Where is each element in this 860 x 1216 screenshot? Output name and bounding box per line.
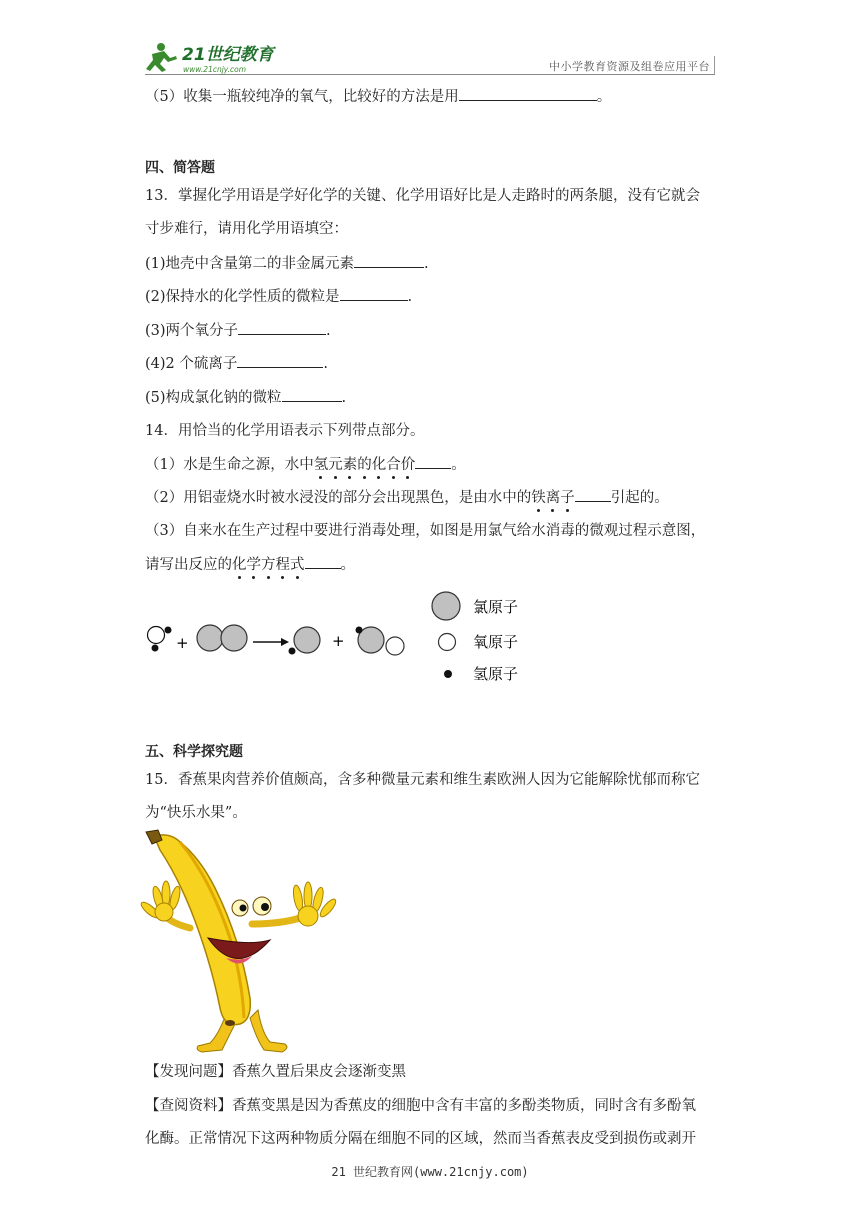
q14-p3-end: 。 [340, 557, 355, 573]
answer-blank[interactable] [238, 320, 326, 335]
emphasis-char: 化 [232, 557, 247, 573]
q15-reference-2: 化酶。正常情况下这两种物质分隔在细胞不同的区域，然而当香蕉表皮受到损伤或剥开 [145, 1131, 696, 1147]
q13-stem-2: 寸步难行，请用化学用语填空： [145, 221, 348, 237]
q15-find-problem: 【发现问题】香蕉久置后果皮会逐渐变黑 [145, 1064, 406, 1080]
plus-sign: + [332, 632, 345, 650]
emphasis-char: 元 [328, 457, 343, 473]
legend-hydrogen: 氢原子 [473, 665, 519, 683]
answer-blank[interactable] [575, 487, 611, 502]
q14-part-2 [145, 487, 669, 508]
emphasis-char: 的 [357, 457, 372, 473]
svg-text:21世纪教育: 21世纪教育 [182, 45, 274, 65]
period: . [407, 289, 413, 305]
site-logo [142, 38, 282, 78]
legend-oxygen: 氧原子 [473, 633, 519, 651]
period: . [424, 256, 429, 272]
emphasis-char: 素 [342, 457, 358, 473]
answer-blank[interactable] [305, 554, 341, 569]
page-footer: 21 世纪教育网(www.21cnjy.com) [331, 1165, 529, 1179]
q14-p1-text: （1）水是生命之源，水中 [145, 457, 314, 473]
q13-item-5 [145, 387, 346, 408]
q14-p3-dotted [232, 557, 305, 573]
emphasis-char: 式 [290, 557, 305, 573]
chlorine-molecule [197, 625, 247, 651]
q14-p3-text: 请写出反应的 [145, 557, 232, 573]
platform-name: 中小学教育资源及组卷应用平台 [549, 60, 710, 73]
hcl-molecule [289, 627, 321, 655]
emphasis-char: 氢 [313, 457, 329, 473]
q14-stem: 14．用恰当的化学用语表示下列带点部分。 [145, 423, 425, 439]
answer-blank[interactable] [415, 454, 451, 469]
emphasis-char: 价 [400, 457, 416, 473]
section-4-title: 四、简答题 [145, 160, 215, 176]
q14-p2-end: 引起的。 [610, 490, 669, 506]
emphasis-char: 铁 [531, 490, 546, 506]
q13-item-4 [145, 353, 328, 374]
reaction-arrow [253, 638, 289, 646]
q12-5-end: 。 [596, 89, 612, 105]
q13-item-2 [145, 286, 412, 307]
q14-p1-dotted [314, 457, 416, 473]
q12-5-text: （5）收集一瓶较纯净的氧气，比较好的方法是用 [145, 89, 459, 105]
hclo-molecule [356, 627, 405, 656]
svg-text:www.21cnjy.com: www.21cnjy.com [183, 65, 247, 74]
banana-cartoon-image [140, 828, 350, 1060]
answer-blank[interactable] [282, 387, 342, 402]
emphasis-char: 学 [246, 557, 261, 573]
reaction-diagram [140, 585, 540, 695]
emphasis-char: 化 [371, 457, 387, 473]
oxygen-atom-swatch [439, 634, 456, 651]
chlorine-atom-swatch [432, 592, 460, 620]
diagram-legend [432, 592, 518, 683]
page-header [0, 0, 860, 80]
q13-item-3-text: (3)两个氧分子 [145, 323, 239, 339]
period: . [341, 390, 347, 406]
q12-5-line [145, 86, 611, 107]
q14-part-3-line-2 [145, 554, 355, 575]
legend-chlorine: 氯原子 [473, 598, 519, 616]
q15-stem-1: 15．香蕉果肉营养价值颇高，含多种微量元素和维生素欧洲人因为它能解除忧郁而称它 [145, 772, 700, 788]
q13-item-5-text: (5)构成氯化钠的微粒 [145, 390, 282, 406]
q15-stem-2: 为“快乐水果”。 [145, 805, 247, 821]
q13-item-1 [145, 253, 429, 274]
header-rule [145, 74, 715, 75]
emphasis-char: 合 [386, 457, 401, 473]
answer-blank[interactable] [354, 253, 424, 268]
period: . [326, 323, 331, 339]
q14-part-1 [145, 454, 466, 475]
q13-item-1-text: (1)地壳中含量第二的非金属元素 [145, 256, 355, 272]
q14-p2-dotted [531, 490, 575, 506]
q13-stem-1: 13．掌握化学用语是学好化学的关键、化学用语好比是人走路时的两条腿，没有它就会 [145, 188, 700, 204]
q14-p2-text: （2）用铝壶烧水时被水浸没的部分会出现黑色，是由水中的 [145, 490, 532, 506]
q14-p1-end: 。 [451, 457, 466, 473]
q13-item-4-text: (4)2 个硫离子 [145, 356, 238, 372]
hydrogen-atom-swatch [444, 670, 452, 678]
answer-blank[interactable] [459, 86, 597, 101]
emphasis-char: 方 [261, 557, 276, 573]
q13-item-2-text: (2)保持水的化学性质的微粒是 [145, 289, 340, 305]
q14-part-3-line-1: （3）自来水在生产过程中要进行消毒处理，如图是用氯气给水消毒的微观过程示意图， [145, 523, 706, 539]
section-5-title: 五、科学探究题 [145, 744, 243, 760]
q13-item-3 [145, 320, 331, 341]
emphasis-char: 子 [560, 490, 575, 506]
answer-blank[interactable] [237, 353, 323, 368]
emphasis-char: 程 [275, 557, 290, 573]
plus-sign: + [176, 634, 189, 652]
answer-blank[interactable] [340, 286, 408, 301]
period: . [323, 356, 328, 372]
q15-reference-1: 【查阅资料】香蕉变黑是因为香蕉皮的细胞中含有丰富的多酚类物质，同时含有多酚氧 [145, 1098, 696, 1114]
emphasis-char: 离 [545, 490, 561, 506]
water-molecule [148, 627, 172, 652]
header-rule-tick [714, 56, 715, 74]
